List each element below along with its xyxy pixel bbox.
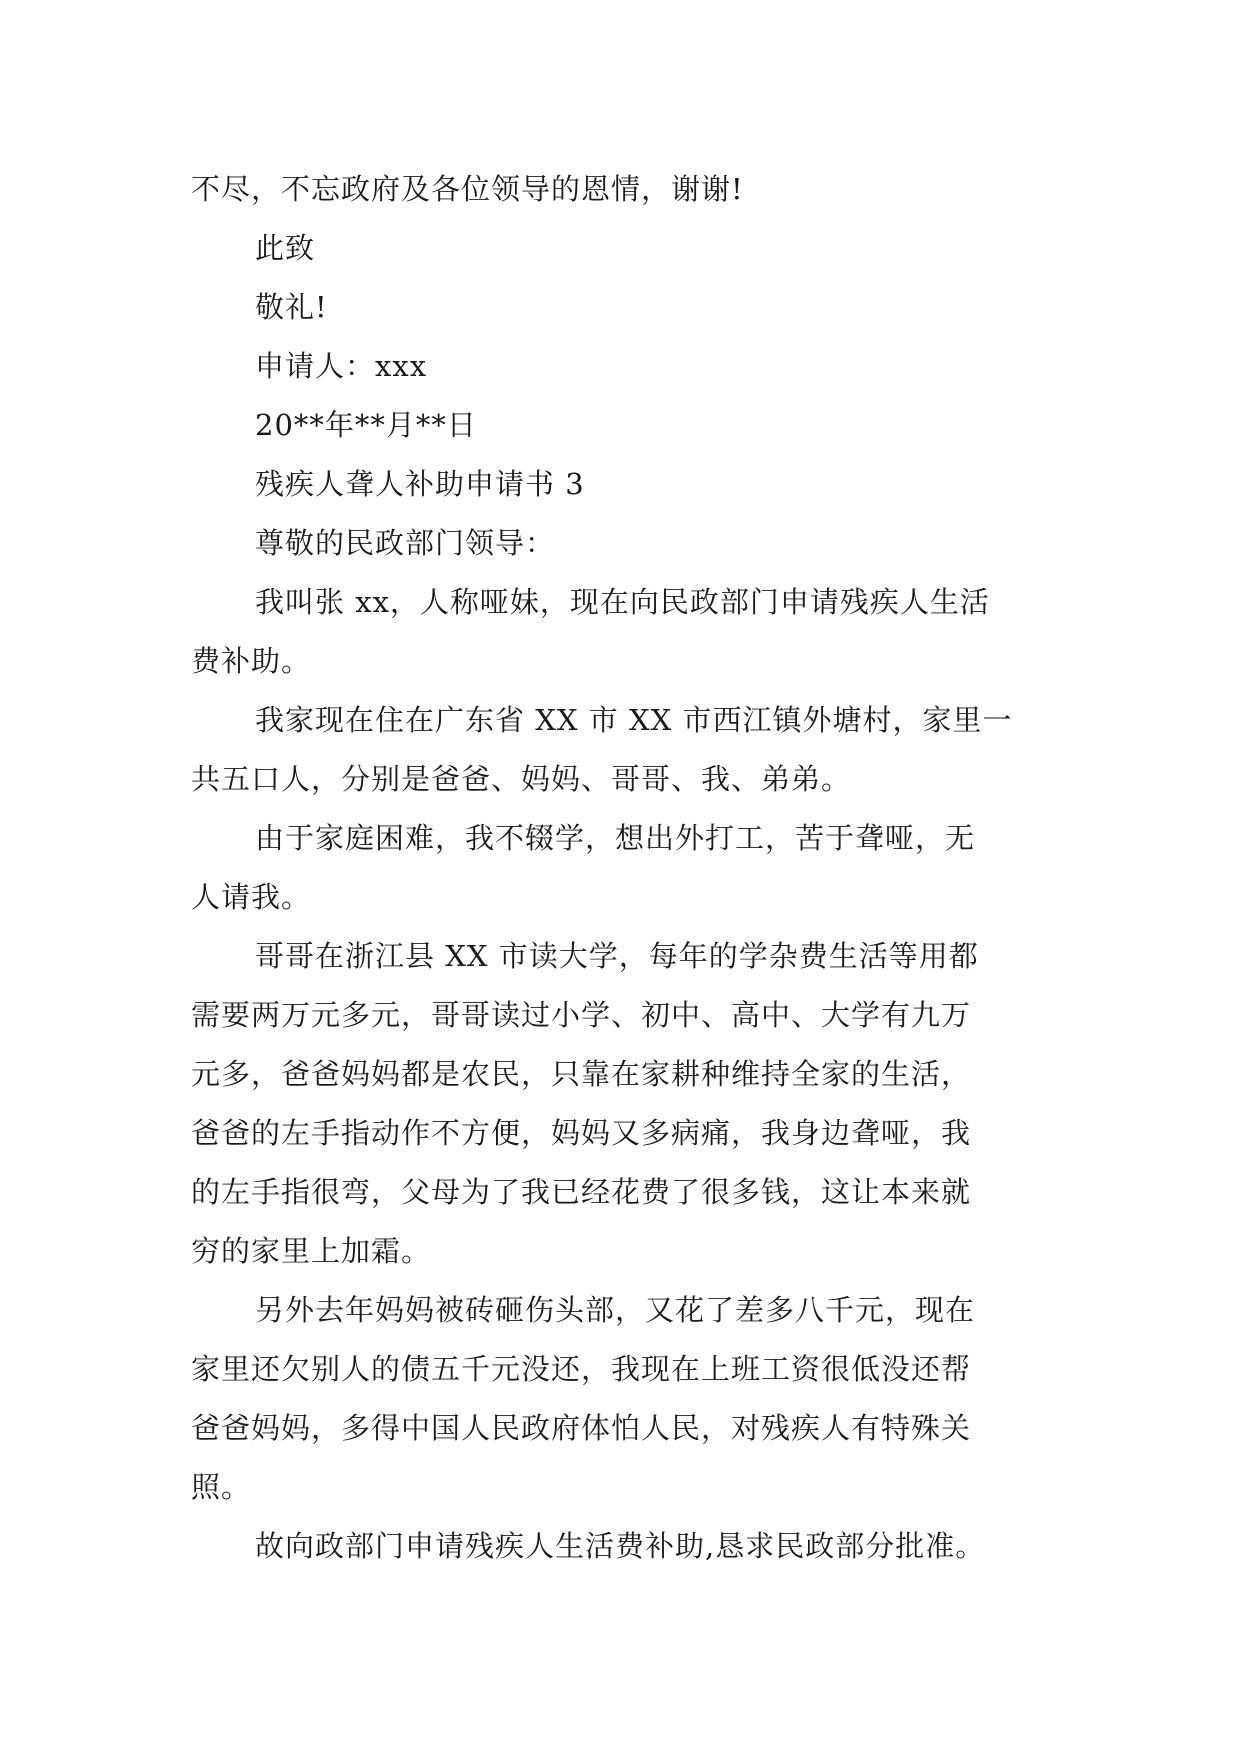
section-title: 残疾人聋人补助申请书 3 xyxy=(255,467,585,501)
text-line: 费补助。 xyxy=(191,644,312,678)
text-line: 家里还欠别人的债五千元没还，我现在上班工资很低没还帮 xyxy=(191,1352,972,1386)
text-line: 我叫张 xx，人称哑妹，现在向民政部门申请残疾人生活 xyxy=(255,585,990,619)
text-line: 20**年**月**日 xyxy=(255,408,477,442)
text-line: 爸爸的左手指动作不方便，妈妈又多病痛，我身边聋哑，我 xyxy=(191,1116,972,1150)
text-line: 需要两万元多元，哥哥读过小学、初中、高中、大学有九万 xyxy=(191,998,972,1032)
text-line: 敬礼! xyxy=(255,290,328,324)
text-line: 照。 xyxy=(191,1470,252,1504)
text-line: 另外去年妈妈被砖砸伤头部，又花了差多八千元，现在 xyxy=(255,1293,976,1327)
text-line: 由于家庭困难，我不辍学，想出外打工，苦于聋哑，无 xyxy=(255,821,976,855)
text-line: 人请我。 xyxy=(191,880,312,914)
text-line: 的左手指很弯，父母为了我已经花费了很多钱，这让本来就 xyxy=(191,1175,972,1209)
text-line: 元多，爸爸妈妈都是农民，只靠在家耕种维持全家的生活， xyxy=(191,1057,972,1091)
text-line: 此致 xyxy=(255,231,316,265)
text-line: 我家现在住在广东省 XX 市 XX 市西江镇外塘村，家里一 xyxy=(255,703,1013,737)
text-line: 哥哥在浙江县 XX 市读大学，每年的学杂费生活等用都 xyxy=(255,939,979,973)
text-line: 不尽，不忘政府及各位领导的恩情，谢谢! xyxy=(191,172,744,206)
text-line: 穷的家里上加霜。 xyxy=(191,1234,432,1268)
text-line: 爸爸妈妈，多得中国人民政府体怕人民，对残疾人有特殊关 xyxy=(191,1411,972,1445)
document-body xyxy=(191,160,1061,1576)
salutation: 尊敬的民政部门领导： xyxy=(255,526,556,560)
text-line: 申请人：xxx xyxy=(255,349,428,383)
text-line: 共五口人，分别是爸爸、妈妈、哥哥、我、弟弟。 xyxy=(191,762,852,796)
text-line: 故向政部门申请残疾人生活费补助,恳求民政部分批准。 xyxy=(255,1529,986,1563)
